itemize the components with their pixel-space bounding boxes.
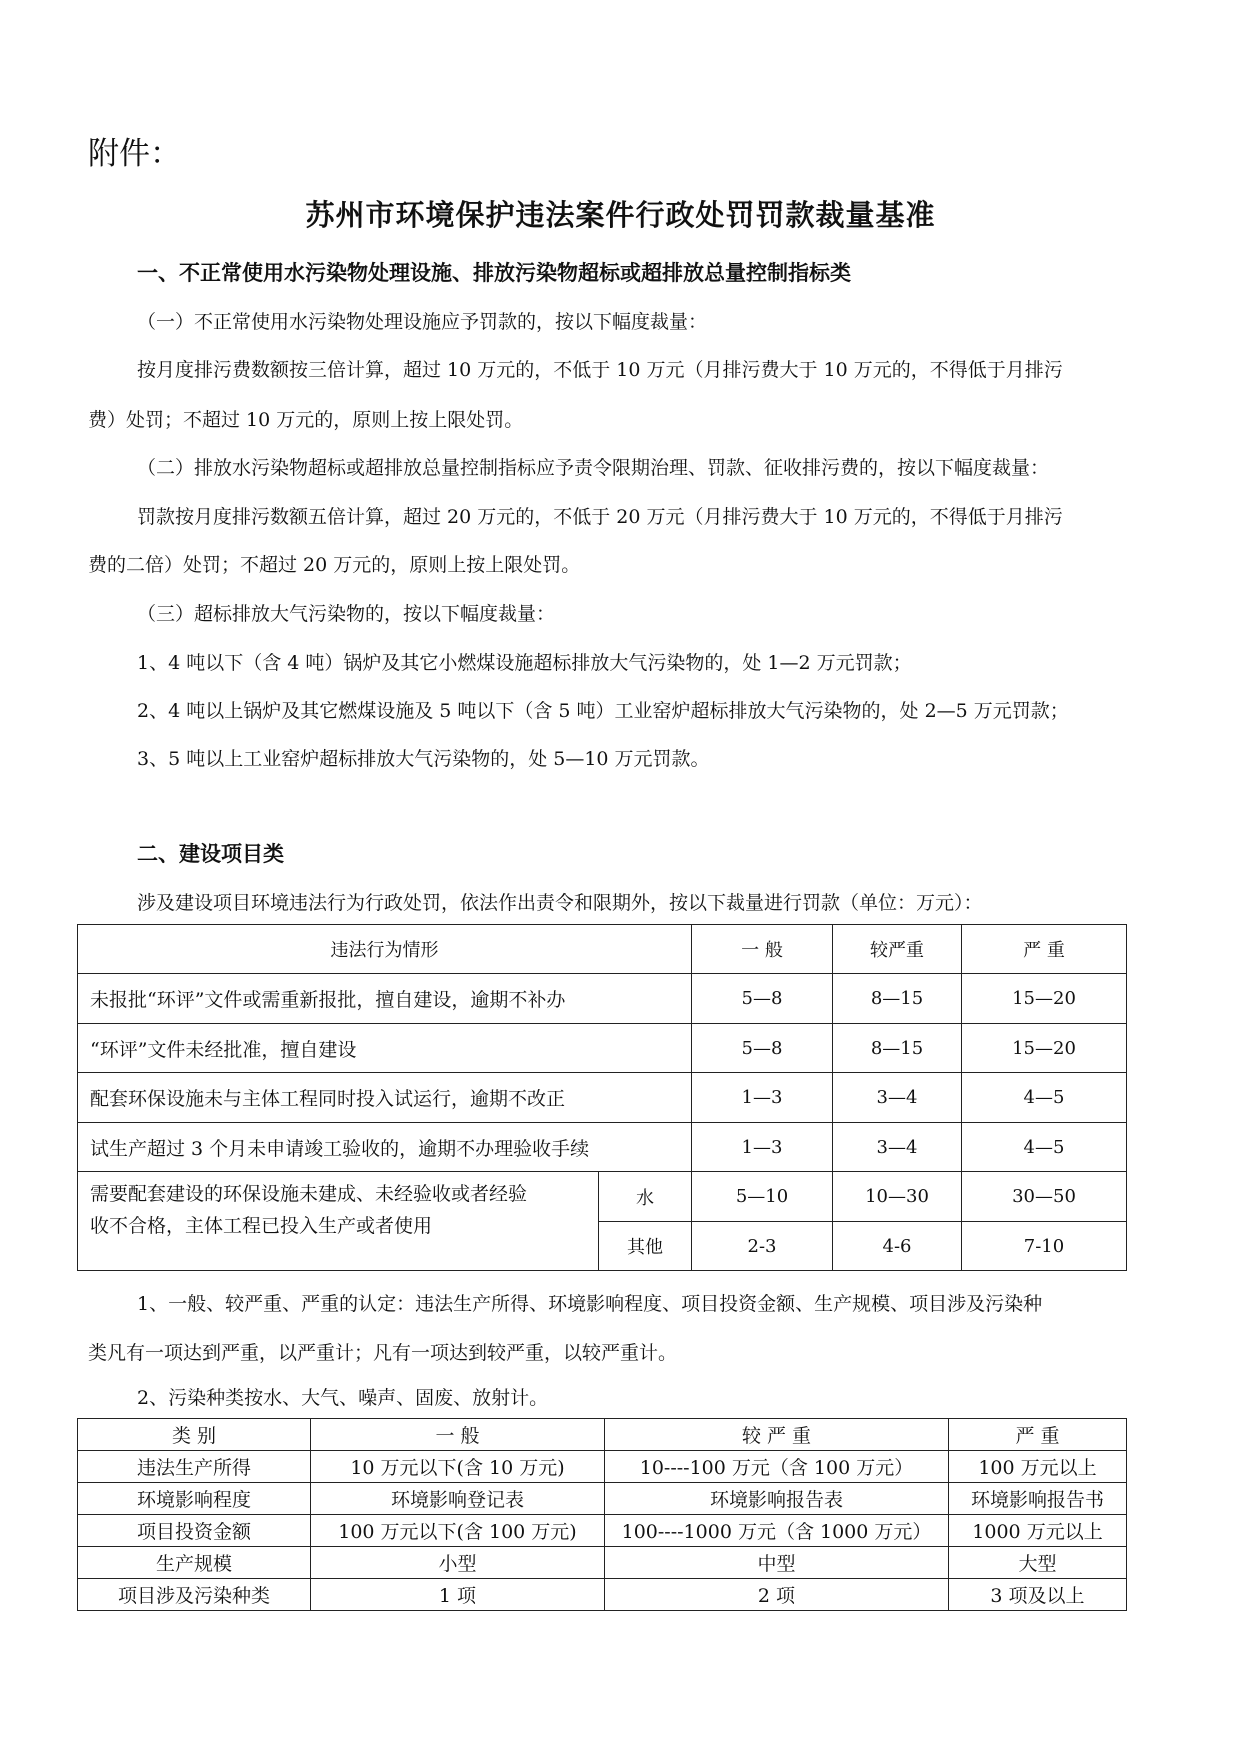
criteria-moderate: 2 项: [605, 1579, 949, 1611]
fine-severe: 15—20: [962, 1024, 1127, 1073]
section1-p1: （一）不正常使用水污染物处理设施应予罚款的，按以下幅度裁量：: [137, 311, 708, 333]
pollution-type-cell: 水: [599, 1172, 692, 1222]
table-row: [78, 1547, 1127, 1579]
criteria-severe: 1000 万元以上: [949, 1515, 1127, 1547]
table-row: [78, 1073, 1127, 1123]
criteria-general: 100 万元以下(含 100 万元): [311, 1515, 605, 1547]
table-row: [78, 1515, 1127, 1547]
header-violation: 违法行为情形: [78, 925, 692, 974]
table-row: [78, 1172, 1127, 1222]
header-moderate: 较 严 重: [605, 1419, 949, 1451]
violation-desc: “环评”文件未经批准，擅自建设: [78, 1024, 692, 1073]
criteria-severe: 100 万元以上: [949, 1451, 1127, 1483]
document-title: 苏州市环境保护违法案件行政处罚罚款裁量基准: [305, 198, 936, 232]
section1-p4-line2: 费的二倍）处罚；不超过 20 万元的，原则上按上限处罚。: [88, 554, 581, 576]
section1-p3: （二）排放水污染物超标或超排放总量控制指标应予责令限期治理、罚款、征收排污费的，按以下幅度裁量：: [137, 457, 1050, 479]
table-header-row: [78, 925, 1127, 974]
fine-severe: 7-10: [962, 1222, 1127, 1271]
fine-general: 5—8: [692, 1024, 833, 1073]
criteria-severe: 环境影响报告书: [949, 1483, 1127, 1515]
severity-criteria-table: [77, 1418, 1127, 1611]
fine-general: 2-3: [692, 1222, 833, 1271]
section1-p2-line1: 按月度排污费数额按三倍计算，超过 10 万元的，不低于 10 万元（月排污费大于 10 万元的，不得低于月排污: [137, 359, 1063, 381]
violation-fine-table: [77, 924, 1127, 1271]
section1-p4-line1: 罚款按月度排污数额五倍计算，超过 20 万元的，不低于 20 万元（月排污费大于 10 万元的，不得低于月排污: [137, 506, 1063, 528]
table-row: [78, 1483, 1127, 1515]
pollution-type-cell: 其他: [599, 1222, 692, 1271]
violation-desc-merged: [78, 1172, 599, 1271]
fine-moderate: 8—15: [833, 1024, 962, 1073]
fine-moderate: 8—15: [833, 974, 962, 1024]
violation-desc: 试生产超过 3 个月未申请竣工验收的，逾期不办理验收手续: [78, 1123, 692, 1172]
header-severe: 严 重: [962, 925, 1127, 974]
criteria-category: 环境影响程度: [78, 1483, 311, 1515]
criteria-category: 项目涉及污染种类: [78, 1579, 311, 1611]
section1-p2-line2: 费）处罚；不超过 10 万元的，原则上按上限处罚。: [88, 409, 524, 431]
criteria-general: 10 万元以下(含 10 万元): [311, 1451, 605, 1483]
note1-line1: 1、一般、较严重、严重的认定：违法生产所得、环境影响程度、项目投资金额、生产规模、项目涉及污染种: [137, 1293, 1043, 1315]
violation-desc: 未报批“环评”文件或需重新报批，擅自建设，逾期不补办: [78, 974, 692, 1024]
criteria-general: 环境影响登记表: [311, 1483, 605, 1515]
fine-general: 5—8: [692, 974, 833, 1024]
section1-p5: （三）超标排放大气污染物的，按以下幅度裁量：: [137, 603, 556, 625]
fine-general: 1—3: [692, 1073, 833, 1123]
table-row: [78, 1123, 1127, 1172]
criteria-category: 生产规模: [78, 1547, 311, 1579]
attachment-label: 附件：: [88, 136, 181, 172]
criteria-moderate: 中型: [605, 1547, 949, 1579]
criteria-severe: 大型: [949, 1547, 1127, 1579]
fine-severe: 4—5: [962, 1123, 1127, 1172]
violation-desc-line2: 收不合格，主体工程已投入生产或者使用: [90, 1215, 433, 1237]
note2: 2、污染种类按水、大气、噪声、固废、放射计。: [137, 1387, 549, 1409]
criteria-moderate: 环境影响报告表: [605, 1483, 949, 1515]
fine-general: 1—3: [692, 1123, 833, 1172]
table-row: [78, 1451, 1127, 1483]
fine-moderate: 3—4: [833, 1123, 962, 1172]
criteria-category: 项目投资金额: [78, 1515, 311, 1547]
fine-severe: 30—50: [962, 1172, 1127, 1222]
violation-desc: 配套环保设施未与主体工程同时投入试运行，逾期不改正: [78, 1073, 692, 1123]
fine-moderate: 10—30: [833, 1172, 962, 1222]
criteria-moderate: 100----1000 万元（含 1000 万元）: [605, 1515, 949, 1547]
header-general: 一 般: [311, 1419, 605, 1451]
header-general: 一 般: [692, 925, 833, 974]
criteria-general: 小型: [311, 1547, 605, 1579]
section1-p8: 3、5 吨以上工业窑炉超标排放大气污染物的，处 5—10 万元罚款。: [137, 748, 710, 770]
note1-line2: 类凡有一项达到严重，以严重计；凡有一项达到较严重，以较严重计。: [88, 1342, 678, 1364]
section2-heading: 二、建设项目类: [137, 841, 284, 866]
table-row: [78, 974, 1127, 1024]
header-moderate: 较严重: [833, 925, 962, 974]
section1-heading: 一、不正常使用水污染物处理设施、排放污染物超标或超排放总量控制指标类: [137, 260, 851, 285]
header-severe: 严 重: [949, 1419, 1127, 1451]
table-row: [78, 1024, 1127, 1073]
fine-general: 5—10: [692, 1172, 833, 1222]
criteria-category: 违法生产所得: [78, 1451, 311, 1483]
section1-p7: 2、4 吨以上锅炉及其它燃煤设施及 5 吨以下（含 5 吨）工业窑炉超标排放大气污染物的，处 2—5 万元罚款；: [137, 700, 1069, 722]
criteria-general: 1 项: [311, 1579, 605, 1611]
fine-severe: 15—20: [962, 974, 1127, 1024]
section1-p6: 1、4 吨以下（含 4 吨）锅炉及其它小燃煤设施超标排放大气污染物的，处 1—2 万元罚款；: [137, 652, 912, 674]
violation-desc-line1: 需要配套建设的环保设施未建成、未经验收或者经验: [90, 1183, 528, 1205]
fine-moderate: 4-6: [833, 1222, 962, 1271]
fine-moderate: 3—4: [833, 1073, 962, 1123]
fine-severe: 4—5: [962, 1073, 1127, 1123]
header-category: 类 别: [78, 1419, 311, 1451]
table-header-row: [78, 1419, 1127, 1451]
criteria-moderate: 10----100 万元（含 100 万元）: [605, 1451, 949, 1483]
table-row: [78, 1579, 1127, 1611]
criteria-severe: 3 项及以上: [949, 1579, 1127, 1611]
section2-intro: 涉及建设项目环境违法行为行政处罚，依法作出责令和限期外，按以下裁量进行罚款（单位：万元）：: [137, 892, 983, 914]
